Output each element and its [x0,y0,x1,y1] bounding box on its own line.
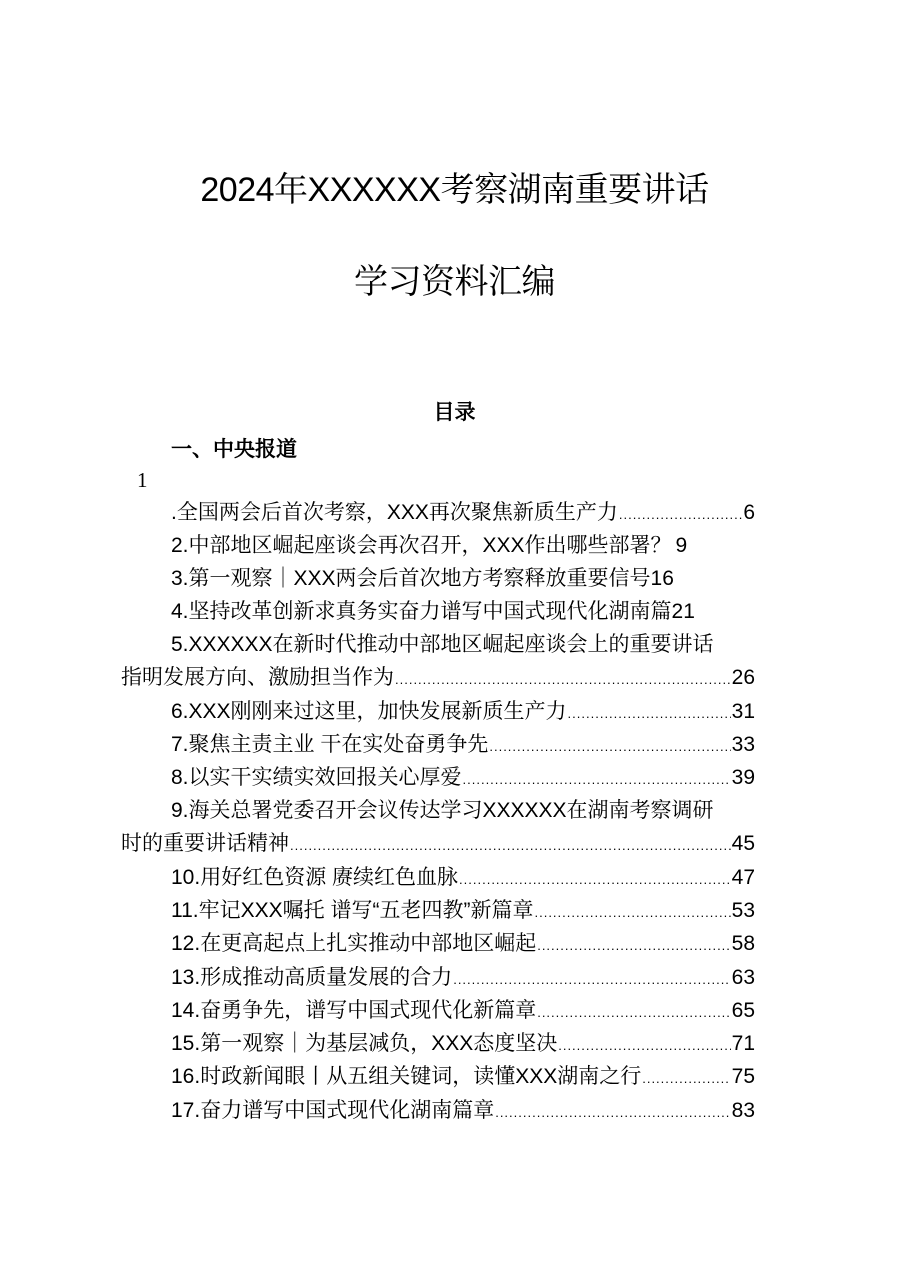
toc-entry-title: 13.形成推动高质量发展的合力 [171,966,453,989]
toc-entry-title: 15.第一观察｜为基层减负，XXX态度坚决 [171,1032,558,1055]
toc-entry-page: 16 [650,567,674,590]
toc-entry[interactable] [121,695,755,728]
toc-entry-title: 8.以实干实绩实效回报关心厚爱 [171,766,462,789]
toc-entry-title: 14.奋勇争先，谱写中国式现代化新篇章 [171,999,537,1022]
toc-entry-title: 6.XXX刚刚来过这里，加快发展新质生产力 [171,700,567,723]
toc-dot-leader [453,963,730,994]
toc-entry-page: 75 [731,1065,755,1088]
toc-dot-leader [534,896,730,927]
toc-entry-page: 63 [731,966,755,989]
toc-entry[interactable] [121,496,755,529]
toc-dot-leader [495,1096,730,1127]
toc-entry-page: 58 [731,932,755,955]
toc-entry-title-cont: 指明发展方向、激励担当作为 [121,666,394,689]
toc-entry[interactable] [121,861,755,894]
toc-entry-page: 53 [731,899,755,922]
toc-entry-line1[interactable] [121,628,846,661]
toc-entry[interactable] [121,728,755,761]
toc-entry-title-cont: 时的重要讲话精神 [121,832,289,855]
toc-entry-line2[interactable] [121,661,755,694]
toc-dot-leader [558,1029,730,1060]
toc-entry[interactable] [121,529,755,562]
toc-dot-leader [459,863,731,894]
toc-dot-leader [642,1062,730,1093]
toc-entry-title: .全国两会后首次考察，XXX再次聚焦新质生产力 [171,501,618,524]
toc-entry-page: 83 [731,1099,755,1122]
toc-entry-page: 65 [731,999,755,1022]
toc-entry-title: 4.坚持改革创新求真务实奋力谱写中国式现代化湖南篇 [171,600,672,623]
toc-entry-title: 16.时政新闻眼丨从五组关键词，读懂XXX湖南之行 [171,1065,642,1088]
toc-entry-page: 47 [731,866,755,889]
toc-entry-page: 39 [731,766,755,789]
section-heading: 一、中央报道 [171,436,297,461]
toc-entry-page: 31 [731,700,755,723]
toc-entry-title: 9.海关总署党委召开会议传达学习XXXXXX在湖南考察调研 [171,799,714,822]
toc-entry-line1[interactable] [121,794,846,827]
toc-entry-title: 12.在更高起点上扎实推动中部地区崛起 [171,932,537,955]
toc-entry[interactable] [121,961,755,994]
toc-entry[interactable] [121,994,755,1027]
toc-entry-page: 45 [731,832,755,855]
toc-entry[interactable] [121,1094,755,1127]
document-title-line1: 2024年XXXXXX考察湖南重要讲话 [200,171,709,209]
toc-entry[interactable] [121,562,755,595]
toc-dot-leader [537,996,730,1027]
toc-dot-leader [489,730,730,761]
toc-entry-line2[interactable] [121,827,755,860]
toc-dot-leader [463,763,731,794]
toc-entry-page: 71 [731,1032,755,1055]
document-title-line2: 学习资料汇编 [354,263,555,301]
toc-entry-title: 11.牢记XXX嘱托 谱写“五老四教”新篇章 [171,899,534,922]
toc-dot-leader [537,929,730,960]
toc-entry[interactable] [121,595,846,628]
toc-entry-page: 33 [731,733,755,756]
toc-entry-title: 7.聚焦主责主业 干在实处奋勇争先 [171,733,489,756]
toc-entry-title: 10.用好红色资源 赓续红色血脉 [171,866,459,889]
toc-entry-title: 3.第一观察｜XXX两会后首次地方考察释放重要信号 [171,567,651,590]
stray-page-mark: 1 [137,468,148,492]
toc-entry[interactable] [121,1027,755,1060]
toc-entry-page: 9 [675,534,688,557]
toc-dot-leader [568,697,731,728]
toc-dot-leader [290,829,731,860]
toc-entry[interactable] [121,894,755,927]
toc-entry-title: 17.奋力谱写中国式现代化湖南篇章 [171,1099,495,1122]
toc-entry-page: 26 [731,666,755,689]
toc-entry[interactable] [121,1060,755,1093]
toc-entry-page: 21 [671,600,695,623]
toc-entry-page: 6 [743,501,755,524]
toc-entry[interactable] [121,761,755,794]
toc-dot-leader [619,498,742,529]
toc-dot-leader [395,663,731,694]
toc-heading: 目录 [433,399,476,424]
toc-entry[interactable] [121,927,755,960]
toc-entry-title: 5.XXXXXX在新时代推动中部地区崛起座谈会上的重要讲话 [171,633,714,656]
toc-entry-title: 2.中部地区崛起座谈会再次召开，XXX作出哪些部署？ [171,534,672,557]
